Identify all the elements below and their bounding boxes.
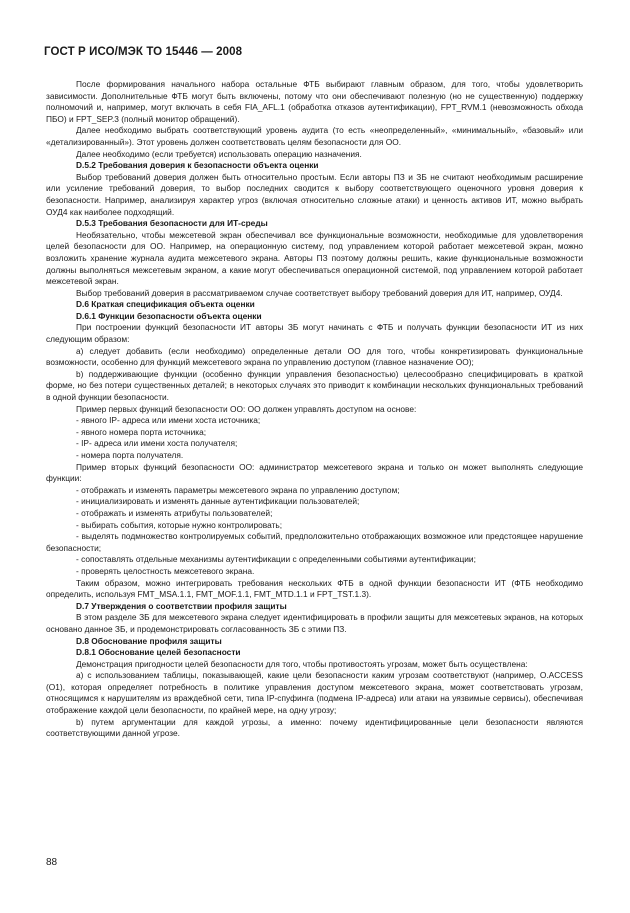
list-item: - инициализировать и изменять данные аутентификации пользователей; (76, 496, 360, 507)
section-heading: D.6 Краткая спецификация объекта оценки (76, 299, 255, 310)
list-item: - проверять целостность межсетевого экрана. (76, 565, 255, 576)
paragraph: Далее необходимо выбрать соответствующий уровень аудита (то есть «неопределенный», «минимальный», «базовый» или «детализированный»). Этот уровень должен соответствовать целям безопасности для ОО. (46, 125, 583, 147)
paragraph: Необязательно, чтобы межсетевой экран обеспечивал все функциональные возможности, необходимые для удовлетворения целей безопасности для ОО. Например, на операционную систему, под управлением которой работает межсетевой экран, можно возложить хранение журнала аудита межсетевого экрана. Авторы ПЗ поэтому должны решить, какие функциональные возможности должны выполняться межсетевым экраном, а какие могут обеспечиваться операционной системой, под управлением которой работает межсетевой экран. (46, 229, 583, 287)
paragraph: b) поддерживающие функции (особенно функции управления безопасностью) целесообразно специфицировать в краткой форме, но без потери существенных деталей; в некоторых случаях это приводит к комбинации нескольких функциональных требований в одной функции безопасности. (46, 368, 583, 403)
paragraph: Демонстрация пригодности целей безопасности для того, чтобы противостоять угрозам, может быть осуществлена: (76, 658, 528, 669)
list-item: - IP- адреса или имени хоста получателя; (76, 438, 238, 449)
list-item: - выбирать события, которые нужно контролировать; (76, 519, 283, 530)
list-item: - отображать и изменять параметры межсетевого экрана по управлению доступом; (76, 484, 400, 495)
list-item: - отображать и изменять атрибуты пользователей; (76, 507, 273, 518)
paragraph: После формирования начального набора остальные ФТБ выбирают главным образом, для того, чтобы удовлетворить зависимости. Дополнительные ФТБ могут быть включены, потому что они обеспечивают полезную (но не существенную) поддержку полномочий и, например, могут включать в себя FIA_AFL.1 (обработка отказов аутентификации), FPT_RVM.1 (невозможность обхода ПБО) и FPT_SEP.3 (полный монитор обращений). (46, 79, 583, 124)
paragraph: Выбор требований доверия в рассматриваемом случае соответствует выбору требований доверия для ИТ, например, ОУД4. (76, 287, 563, 298)
paragraph: a) с использованием таблицы, показывающей, какие цели безопасности каким угрозам соответствуют (например, O.ACCESS (O1), которая определяет потребность в политике управления доступом межсетевого экрана, может соответствовать угрозам, относящимся к нарушителям из враждебной сети, типа IP-спуфинга (подмена IP-адреса) или атаки на уязвимые сервисы), обеспечивая отображение каждой цели безопасности, по крайней мере, на одну угрозу; (46, 670, 583, 716)
list-item: - явного IP- адреса или имени хоста источника; (76, 415, 261, 426)
paragraph: При построении функций безопасности ИТ авторы ЗБ могут начинать с ФТБ и получать функции безопасности ИТ из них следующим образом: (46, 322, 583, 345)
paragraph: Далее необходимо (если требуется) использовать операцию назначения. (76, 148, 362, 159)
list-item: - сопоставлять отдельные механизмы аутентификации с определенными событиями аутентификации; (76, 554, 476, 565)
section-heading: D.5.3 Требования безопасности для ИТ-среды (76, 218, 268, 229)
section-heading: D.7 Утверждения о соответствии профиля защиты (76, 600, 287, 611)
paragraph: В этом разделе ЗБ для межсетевого экрана следует идентифицировать в профили защиты для межсетевых экранов, на которых основано данное ЗБ, и продемонстрировать согласованность ЗБ с этими ПЗ. (46, 612, 583, 634)
document-body (46, 79, 583, 740)
paragraph: Пример вторых функций безопасности ОО: администратор межсетевого экрана и только он может выполнять следующие функции: (46, 461, 583, 484)
paragraph: Пример первых функций безопасности ОО: ОО должен управлять доступом на основе: (76, 403, 417, 414)
paragraph: - выделять подмножество контролируемых событий, предположительно отображающих возможное или предстоящее нарушение безопасности; (46, 531, 583, 553)
section-heading: D.8.1 Обоснование целей безопасности (76, 647, 241, 658)
paragraph: Таким образом, можно интегрировать требования нескольких ФТБ в одной функции безопасности ИТ (ФТБ необходимо определить, используя FMT_MSA.1.1, FMT_MOF.1.1, FMT_MTD.1.1 и FPT_TST.1.3). (46, 577, 583, 600)
section-heading: D.6.1 Функции безопасности объекта оценки (76, 310, 262, 321)
page-number: 88 (46, 857, 58, 868)
paragraph: a) следует добавить (если необходимо) определенные детали ОО для того, чтобы конкретизировать функциональные возможности, особенно для функций межсетевого экрана по управлению доступом (главное назначение ОО); (46, 345, 583, 368)
paragraph: Выбор требований доверия должен быть относительно простым. Если авторы ПЗ и ЗБ не считают необходимым расширение или усиление требований доверия, то выбор последних сводится к выбору соответствующего оценочного уровня доверия к безопасности. Например, анализируя характер угроз (включая относительно сложные атаки) и ценность активов ИТ, можно выбрать ОУД4 как наиболее подходящий. (46, 171, 583, 217)
section-heading: D.8 Обоснование профиля защиты (76, 635, 222, 646)
page-header: ГОСТ Р ИСО/МЭК ТО 15446 — 2008 (44, 46, 243, 58)
paragraph: b) путем аргументации для каждой угрозы, а именно: почему идентифицированные цели безопасности являются соответствующими данной угрозе. (46, 716, 583, 739)
list-item: - номера порта получателя. (76, 450, 184, 460)
list-item: - явного номера порта источника; (76, 426, 207, 437)
section-heading: D.5.2 Требования доверия к безопасности объекта оценки (76, 160, 319, 171)
